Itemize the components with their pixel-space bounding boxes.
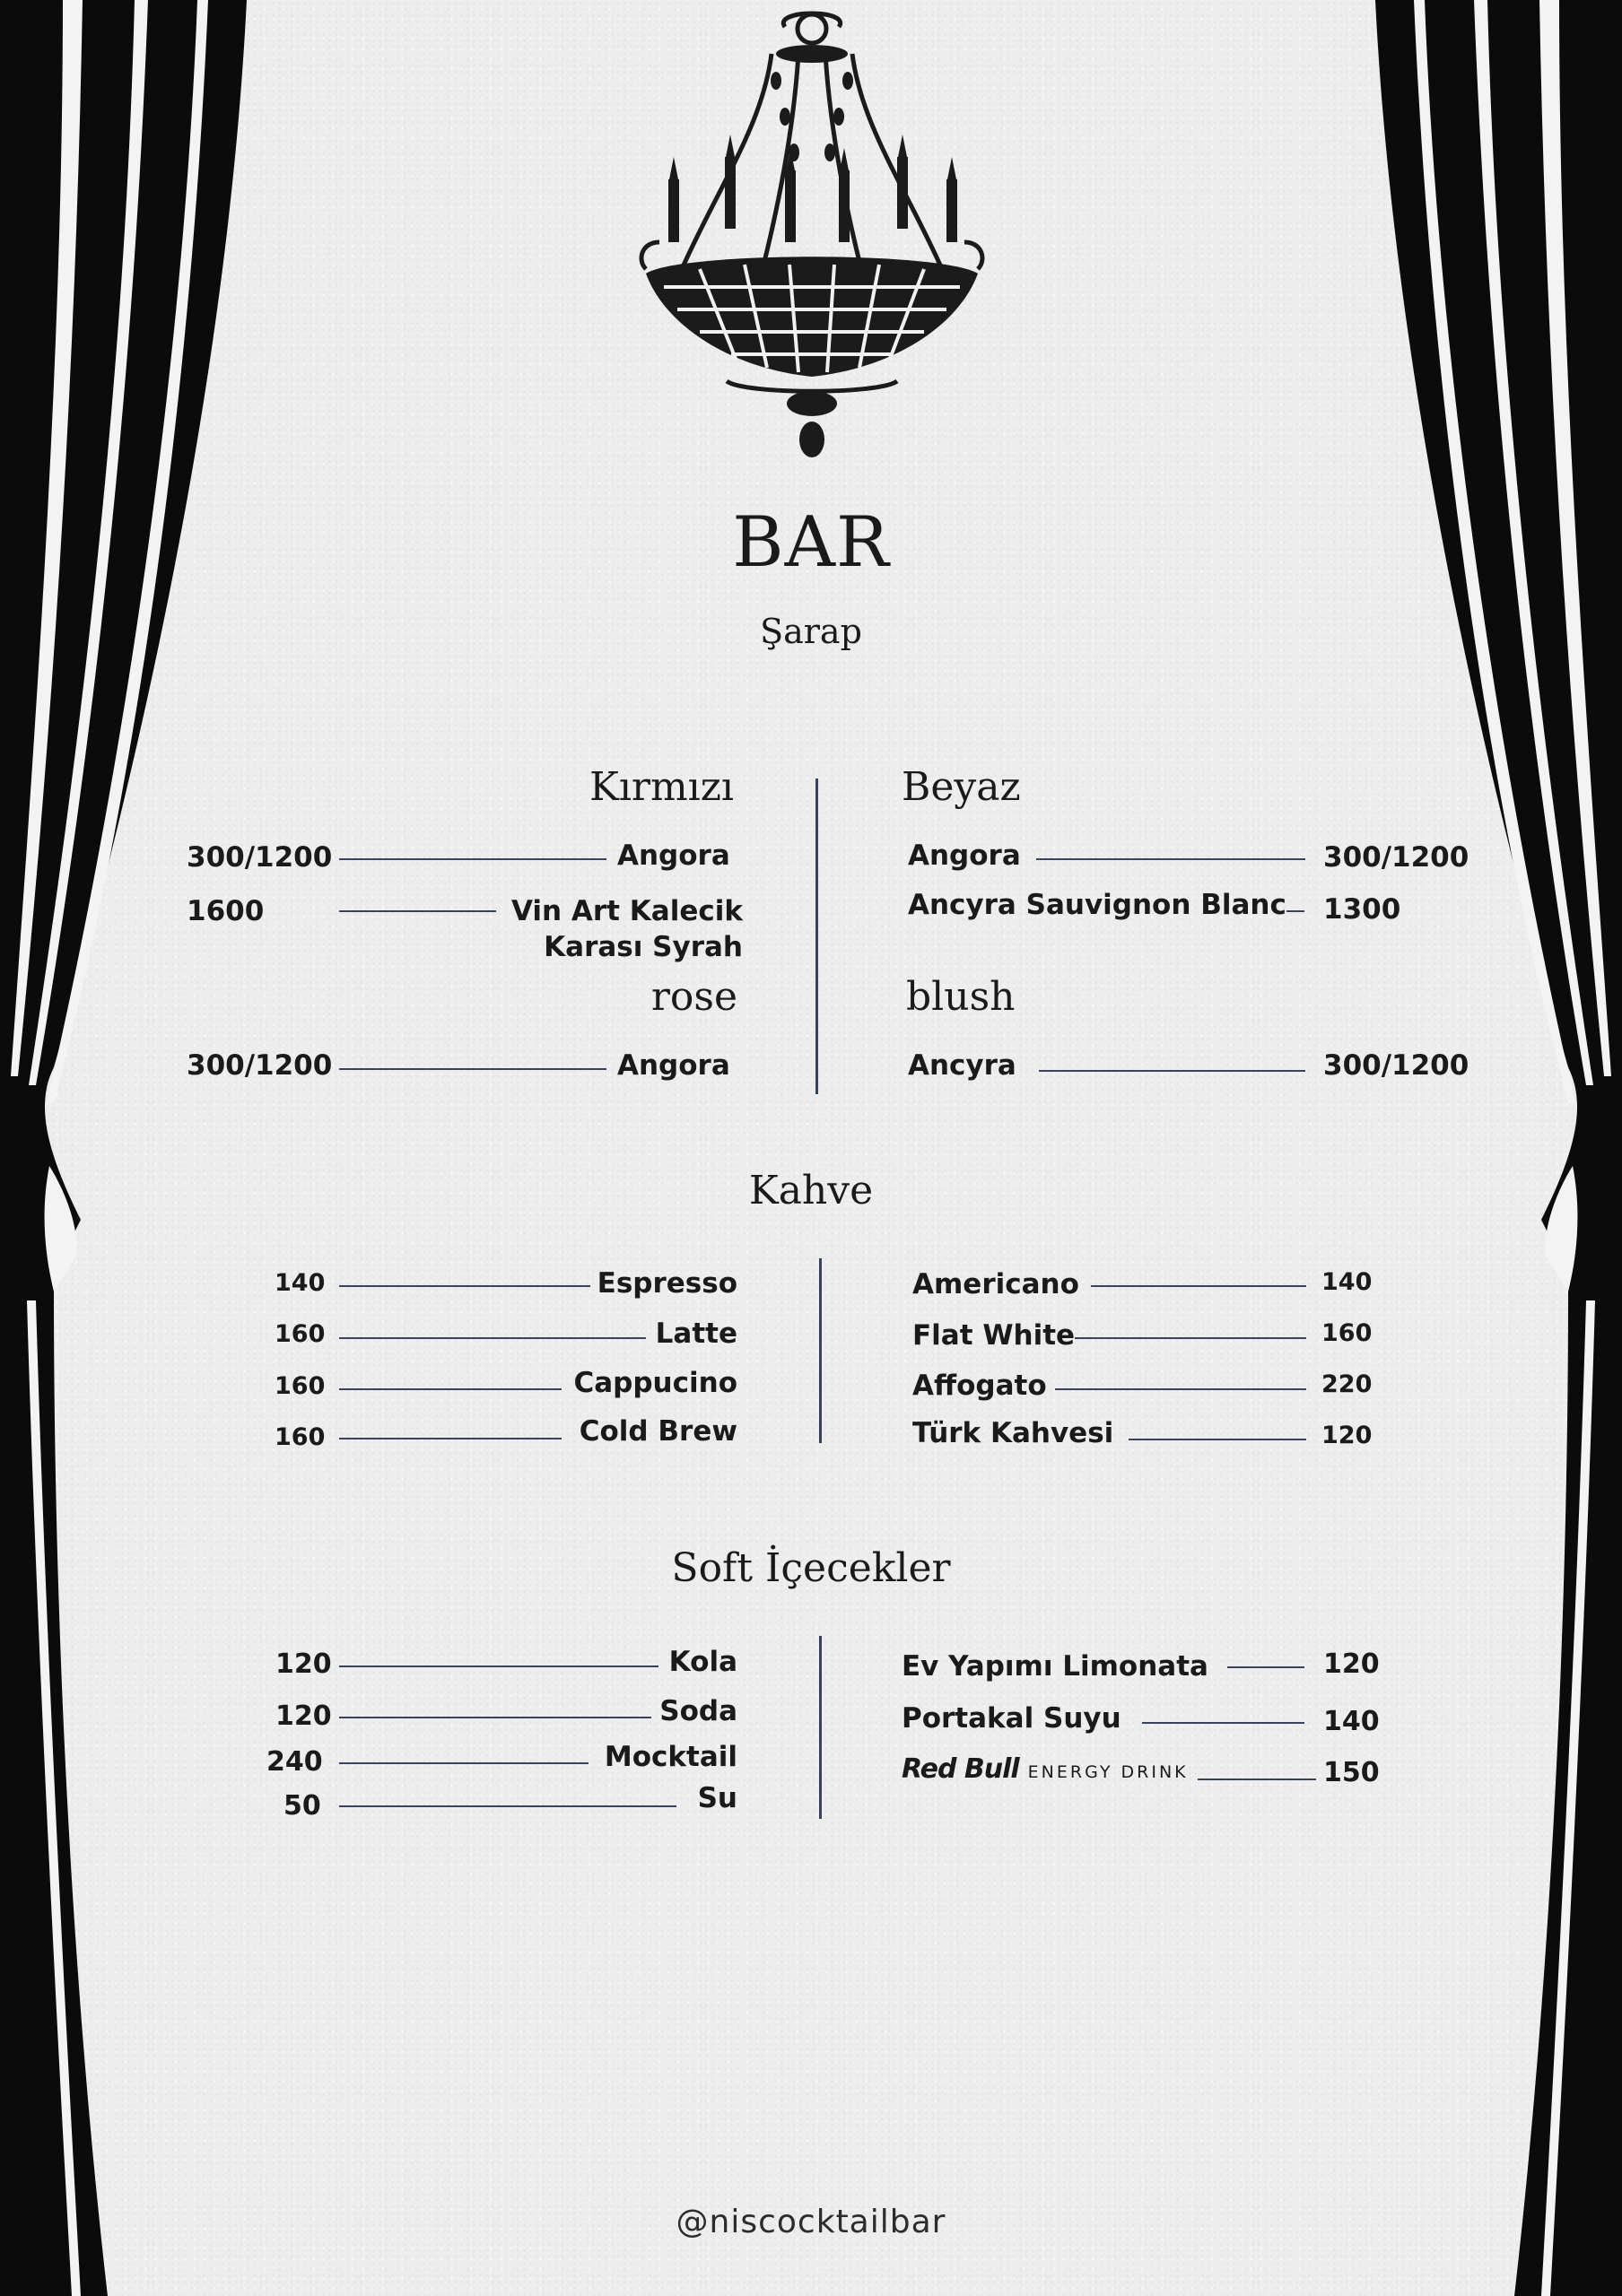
red-wine-price: 300/1200 [187, 841, 333, 874]
white-wine-name: Angora [908, 839, 1021, 872]
red-wine-price: 1600 [187, 895, 265, 927]
coffee-price: 220 [1321, 1370, 1373, 1398]
soft-drink-name: Portakal Suyu [902, 1702, 1121, 1735]
left-curtain-illustration [0, 0, 269, 2296]
coffee-price: 160 [275, 1320, 326, 1348]
leader-line [339, 1805, 676, 1807]
leader-line [1142, 1722, 1304, 1724]
soft-drink-name: Ev Yapımı Limonata [902, 1650, 1208, 1683]
leader-line [339, 1717, 651, 1718]
white-wine-heading: Beyaz [902, 764, 1021, 810]
soft-drink-price: 120 [275, 1648, 332, 1680]
leader-line [339, 1665, 658, 1667]
leader-line [339, 1762, 589, 1764]
red-wine-name: Angora [617, 839, 730, 872]
leader-line [1198, 1779, 1316, 1780]
coffee-price: 140 [275, 1269, 326, 1297]
leader-line [1039, 1070, 1305, 1072]
coffee-item-name: Cappucino [573, 1367, 737, 1399]
red-bull-subtitle: ENERGY DRINK [1027, 1762, 1189, 1782]
instagram-handle: @niscocktailbar [676, 2204, 946, 2240]
coffee-price: 120 [1321, 1422, 1373, 1449]
right-curtain-illustration [1353, 0, 1622, 2296]
leader-line [339, 858, 606, 860]
leader-line [339, 1337, 646, 1339]
rose-wine-name: Angora [617, 1049, 730, 1082]
soft-drink-price: 120 [1323, 1648, 1380, 1680]
coffee-item-name: Affogato [912, 1370, 1047, 1402]
soft-drink-price: 240 [266, 1746, 323, 1778]
blush-wine-heading: blush [906, 974, 1016, 1020]
blush-wine-name: Ancyra [908, 1049, 1016, 1082]
page-title: BAR [732, 502, 890, 583]
coffee-item-name: Cold Brew [579, 1415, 737, 1448]
wine-divider [815, 778, 818, 1094]
soft-drinks-divider [819, 1636, 822, 1819]
soft-drink-price: 140 [1323, 1706, 1380, 1737]
coffee-price: 140 [1321, 1268, 1373, 1296]
coffee-price: 160 [275, 1423, 326, 1451]
coffee-item-name: Americano [912, 1268, 1079, 1300]
leader-line [1075, 1337, 1306, 1339]
coffee-section-title: Kahve [748, 1168, 874, 1213]
soft-drink-name: Soda [659, 1695, 737, 1727]
leader-line [339, 1285, 590, 1287]
soft-drink-price: 120 [275, 1700, 332, 1732]
leader-line [1036, 858, 1305, 860]
coffee-price: 160 [275, 1372, 326, 1400]
wine-section-title: Şarap [760, 612, 862, 651]
coffee-divider [819, 1258, 822, 1443]
soft-drink-price: 150 [1323, 1757, 1380, 1788]
leader-line [1091, 1285, 1306, 1287]
coffee-item-name: Latte [655, 1318, 737, 1350]
coffee-item-name: Espresso [597, 1267, 737, 1300]
coffee-item-name: Türk Kahvesi [912, 1417, 1114, 1449]
soft-drink-name: Su [697, 1782, 737, 1814]
chandelier-illustration [628, 0, 996, 466]
white-wine-price: 300/1200 [1323, 841, 1469, 874]
rose-wine-price: 300/1200 [187, 1049, 333, 1082]
white-wine-name: Ancyra Sauvignon Blanc [908, 889, 1286, 921]
red-wine-name-line1: Vin Art Kalecik [510, 895, 743, 927]
leader-line [1129, 1439, 1306, 1440]
soft-drink-price: 50 [283, 1790, 321, 1822]
red-wine-name-line2: Karası Syrah [544, 931, 743, 963]
leader-line [339, 1068, 606, 1070]
rose-wine-heading: rose [650, 974, 737, 1020]
leader-line [339, 1438, 562, 1439]
soft-drink-name: Mocktail [604, 1741, 737, 1773]
coffee-price: 160 [1321, 1319, 1373, 1347]
soft-drink-name: Kola [668, 1646, 737, 1678]
coffee-item-name: Flat White [912, 1319, 1076, 1352]
blush-wine-price: 300/1200 [1323, 1049, 1469, 1082]
leader-line [339, 1388, 562, 1390]
leader-line [1286, 910, 1304, 912]
red-bull-logo [902, 1753, 1189, 1785]
leader-line [1055, 1388, 1306, 1390]
leader-line [339, 910, 496, 912]
leader-line [1227, 1666, 1304, 1668]
red-bull-wordmark: Red Bull [902, 1753, 1019, 1785]
white-wine-price: 1300 [1323, 893, 1401, 926]
soft-drinks-section-title: Soft İçecekler [671, 1545, 951, 1591]
red-wine-heading: Kırmızı [589, 764, 734, 810]
